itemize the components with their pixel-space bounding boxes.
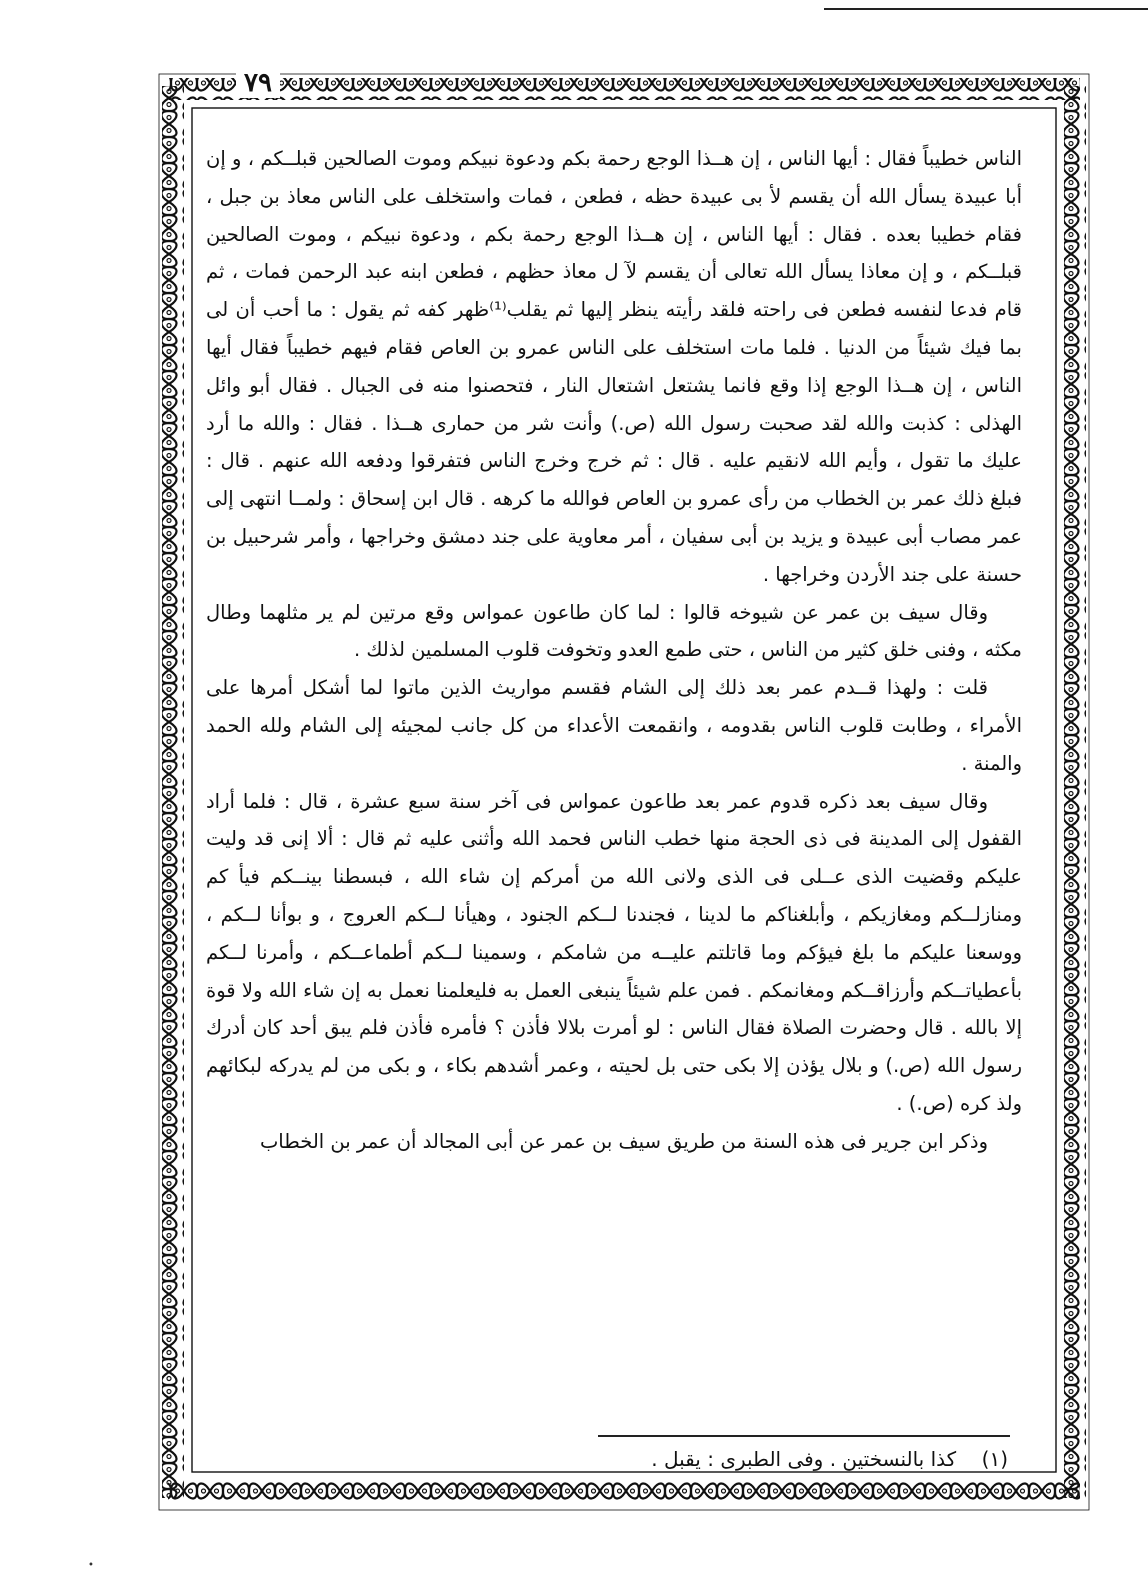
page-number: ٧٩ (236, 68, 280, 98)
main-text (206, 140, 1022, 1430)
paragraph: وقال سيف بعد ذكره قدوم عمر بعد طاعون عمواس فى آخر سنة سبع عشرة ، قال : فلما أراد القفول إلى المدينة فى ذى الحجة منها خطب الناس فحمد الله وأثنى عليه ثم قال : ألا إنى قد وليت عليكم وقضيت الذى عــلى فى الذى ولانى الله من أمركم إن شاء الله ، فبسطنا بينــكم فيأ كم ومنازلــكم ومغازيكم ، وأبلغناكم ما لدينا ، فجندنا لــكم الجنود ، وهيأنا لــكم العروج ، و بوأنا لــكم ، ووسعنا عليكم ما بلغ فيؤكم وما قاتلتم عليــه من شامكم ، وسمينا لــكم أطماعــكم ، وأمرنا لــكم بأعطياتــكم وأرزاقــكم ومغانمكم . فمن علم شيئاً ينبغى العمل به فليعلمنا نعمل به إن شاء الله ولا قوة إلا بالله . قال وحضرت الصلاة فقال الناس : لو أمرت بلالا فأذن ؟ فأمره فأذن فلم يبق أحد كان أدرك رسول الله (ص.) و بلال يؤذن إلا بكى حتى بل لحيته ، وعمر أشدهم بكاء ، و بكى من لم يدركه لبكائهم ولذ كره (ص.) . (206, 789, 1022, 1115)
footnote-text: كذا بالنسختين . وفى الطبرى : يقبل . (651, 1447, 957, 1471)
paragraph: وقال سيف بن عمر عن شيوخه قالوا : لما كان طاعون عمواس وقع مرتين لم ير مثلهما وطال مكثه ، وفنى خلق كثير من الناس ، حتى طمع العدو وتخوفت قلوب المسلمين لذلك . (206, 600, 1022, 662)
top-edge-rule (824, 8, 1148, 10)
margin-mark: • (88, 1560, 94, 1571)
border-top (168, 78, 1080, 100)
paragraph: الناس خطيباً فقال : أيها الناس ، إن هــذا الوجع رحمة بكم ودعوة نبيكم وموت الصالحين قبلــكم ، و إن أبا عبيدة يسأل الله أن يقسم لأ بى عبيدة حظه ، فطعن ، فمات واستخلف على الناس معاذ بن جبل ، فقام خطيبا بعده . فقال : أيها الناس ، إن هــذا الوجع رحمة بكم ، ودعوة نبيكم ، وموت الصالحين قبلــكم ، و إن معاذا يسأل الله تعالى أن يقسم لآ ل معاذ حظهم ، فطعن ابنه عبد الرحمن فمات ، ثم قام فدعا لنفسه فطعن فى راحته فلقد رأيته ينظر إليها ثم يقلب⁽¹⁾ظهر كفه ثم يقول : ما أحب أن لى بما فيك شيئاً من الدنيا . فلما مات استخلف على الناس عمرو بن العاص فقام فيهم خطيباً فقال أيها الناس ، إن هــذا الوجع إذا وقع فانما يشتعل اشتعال النار ، فتحصنوا منه فى الجبال . فقال أبو وائل الهذلى : كذبت والله لقد صحبت رسول الله (ص.) وأنت شر من حمارى هــذا . فقال : والله ما أرد عليك ما تقول ، وأيم الله لانقيم عليه . قال : ثم خرج وخرج الناس فتفرقوا ودفعه الله عنهم . قال : فبلغ ذلك عمر بن الخطاب من رأى عمرو بن العاص فوالله ما كرهه . قال ابن إسحاق : ولمــا انتهى إلى عمر مصاب أبى عبيدة و يزيد بن أبى سفيان ، أمر معاوية على جند دمشق وخراجها ، وأمر شرحبيل بن حسنة على جند الأردن وخراجها . (206, 147, 1022, 586)
border-bottom (168, 1480, 1080, 1502)
paragraph: وذكر ابن جرير فى هذه السنة من طريق سيف بن عمر عن أبى المجالد أن عمر بن الخطاب (259, 1129, 988, 1153)
border-left (162, 86, 184, 1498)
footnote (420, 1442, 1008, 1476)
border-right (1064, 86, 1086, 1498)
footnote-separator (598, 1435, 1010, 1437)
footnote-marker: (١) (981, 1447, 1008, 1471)
paragraph: قلت : ولهذا قــدم عمر بعد ذلك إلى الشام فقسم مواريث الذين ماتوا لما أشكل أمرها على الأمراء ، وطابت قلوب الناس بقدومه ، وانقمعت الأعداء من كل جانب لمجيئه إلى الشام ولله الحمد والمنة . (206, 676, 1022, 775)
